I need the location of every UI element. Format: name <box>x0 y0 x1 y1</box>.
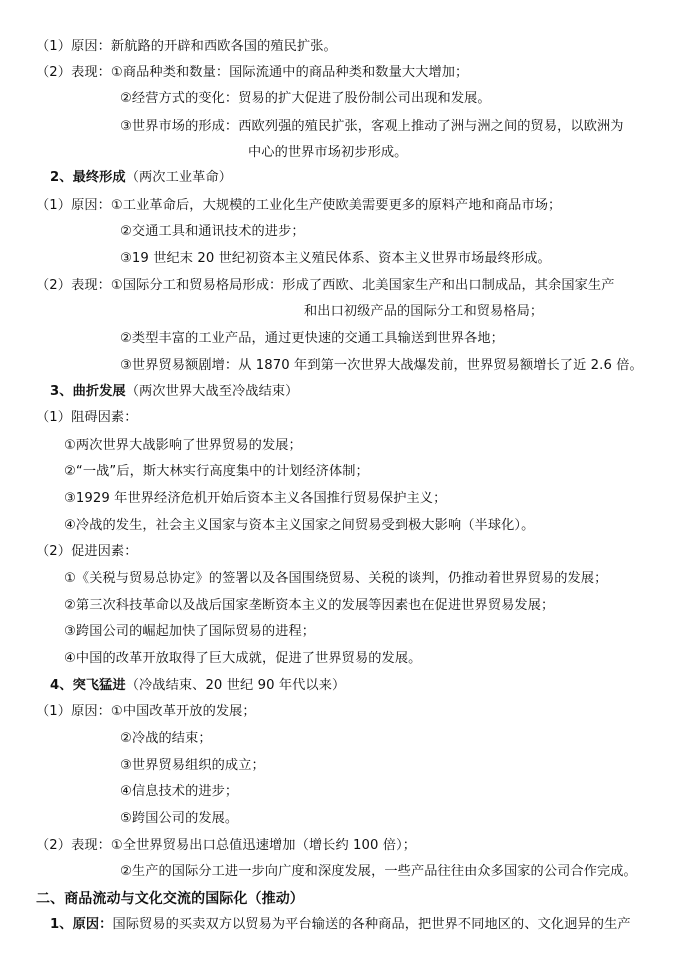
heading-note: （两次工业革命） <box>125 170 233 185</box>
text-line: ⑤跨国公司的发展。 <box>120 811 239 826</box>
section-heading <box>50 676 345 696</box>
text-line: （1）阻碍因素： <box>36 410 138 425</box>
text-line: 中心的世界市场初步形成。 <box>248 145 408 160</box>
text-line: ②“一战”后，斯大林实行高度集中的计划经济体制； <box>64 464 369 479</box>
text-line: （1）原因：①工业革命后，大规模的工业化生产使欧美需要更多的原料产地和商品市场； <box>36 198 562 213</box>
text-line: ③世界贸易组织的成立； <box>120 758 265 773</box>
text-line: ②类型丰富的工业产品，通过更快速的交通工具输送到世界各地； <box>120 331 504 346</box>
text-line: ③跨国公司的崛起加快了国际贸易的进程； <box>64 624 316 639</box>
heading-title: 3、曲折发展 <box>50 384 126 399</box>
paragraph-text: 国际贸易的买卖双方以贸易为平台输送的各种商品，把世界不同地区的、文化迥异的生产 <box>112 917 631 932</box>
text-line: ②冷战的结束； <box>120 731 212 746</box>
text-line: ③19 世纪末 20 世纪初资本主义殖民体系、资本主义世界市场最终形成。 <box>120 251 551 266</box>
text-line: ③世界市场的形成：西欧列强的殖民扩张，客观上推动了洲与洲之间的贸易，以欧洲为 <box>120 119 624 134</box>
text-line: 和出口初级产品的国际分工和贸易格局； <box>304 304 544 319</box>
text-line: ②交通工具和通讯技术的进步； <box>120 224 305 239</box>
text-line: ③世界贸易额剧增：从 1870 年到第一次世界大战爆发前，世界贸易额增长了近 2.6 倍。 <box>120 358 643 373</box>
text-line: ②生产的国际分工进一步向广度和深度发展，一些产品往往由众多国家的公司合作完成。 <box>120 864 637 879</box>
section-heading <box>50 382 298 402</box>
text-line: ①《关税与贸易总协定》的签署以及各国围绕贸易、关税的谈判，仍推动着世界贸易的发展； <box>64 571 608 586</box>
text-line: （2）表现：①商品种类和数量：国际流通中的商品种类和数量大大增加； <box>36 65 469 80</box>
text-line: （2）促进因素： <box>36 544 138 559</box>
text-line: （1）原因：①中国改革开放的发展； <box>36 704 256 719</box>
text-line: ④冷战的发生，社会主义国家与资本主义国家之间贸易受到极大影响（半球化）。 <box>64 518 535 533</box>
section-heading <box>50 168 232 188</box>
text-line: ②经营方式的变化：贸易的扩大促进了股份制公司出现和发展。 <box>120 91 491 106</box>
text-line: ④信息技术的进步； <box>120 784 239 799</box>
heading-title: 1、原因： <box>50 917 113 932</box>
text-line: ①两次世界大战影响了世界贸易的发展； <box>64 438 302 453</box>
text-line: ②第三次科技革命以及战后国家垄断资本主义的发展等因素也在促进世界贸易发展； <box>64 598 555 613</box>
heading-title: 4、突飞猛进 <box>50 678 126 693</box>
text-line: ④中国的改革开放取得了巨大成就，促进了世界贸易的发展。 <box>64 651 422 666</box>
text-line <box>50 915 631 935</box>
text-line: （2）表现：①国际分工和贸易格局形成：形成了西欧、北美国家生产和出口制成品，其余国家生产 <box>36 278 615 293</box>
text-line: ③1929 年世界经济危机开始后资本主义各国推行贸易保护主义； <box>64 491 447 506</box>
heading-note: （冷战结束、20 世纪 90 年代以来） <box>125 678 346 693</box>
heading-note: （两次世界大战至冷战结束） <box>125 384 299 399</box>
text-line: （2）表现：①全世界贸易出口总值迅速增加（增长约 100 倍）； <box>36 838 417 853</box>
heading-title: 2、最终形成 <box>50 170 126 185</box>
text-line: （1）原因：新航路的开辟和西欧各国的殖民扩张。 <box>36 39 337 54</box>
chapter-heading: 二、商品流动与文化交流的国际化（推动） <box>36 891 304 907</box>
